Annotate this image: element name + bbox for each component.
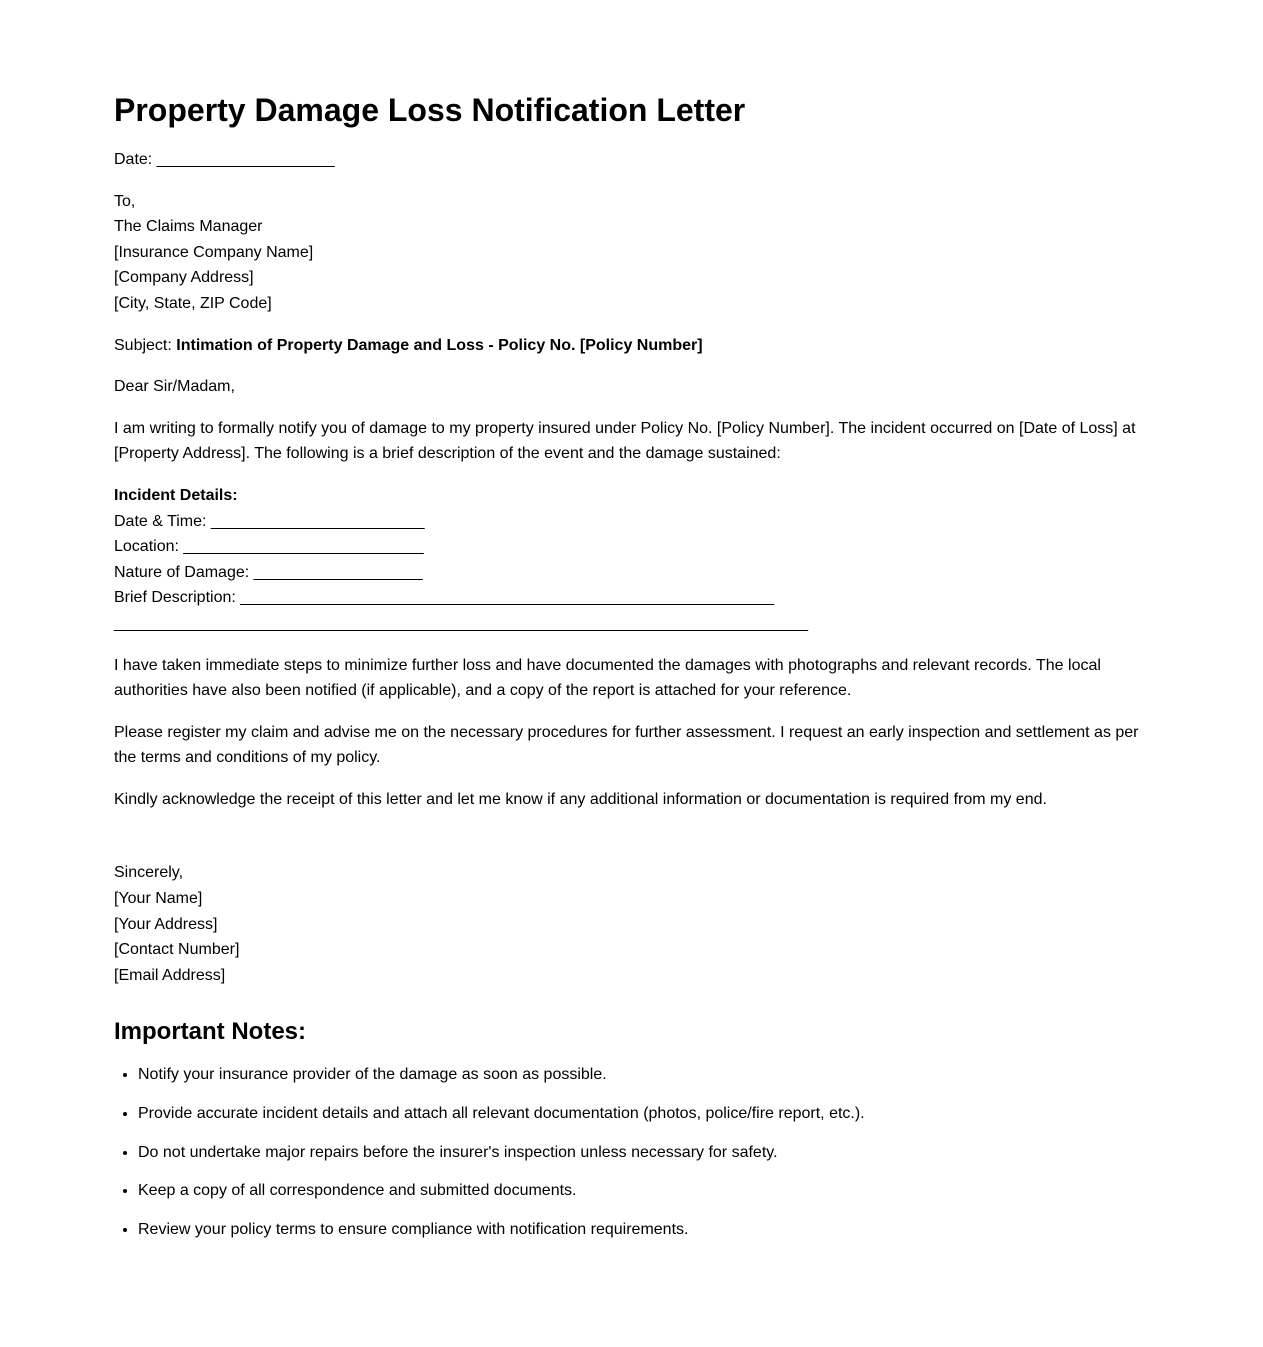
incident-description-continuation: ______________________________________________________________________________ <box>114 614 809 632</box>
recipient-line-1: The Claims Manager <box>114 218 263 236</box>
page-title: Property Damage Loss Notification Letter <box>114 92 746 128</box>
subject-text: Intimation of Property Damage and Loss - Policy No. [Policy Number] <box>176 336 703 354</box>
subject-line <box>114 333 1144 359</box>
recipient-line-2: [Insurance Company Name] <box>114 243 314 261</box>
list-item: • Review your policy terms to ensure compliance with notification requirements. <box>138 1217 1144 1243</box>
recipient-block <box>114 189 1144 317</box>
signature-email: [Email Address] <box>114 966 226 984</box>
date-line: Date: ____________________ <box>114 151 335 168</box>
signature-block <box>114 860 1144 988</box>
steps-paragraph: I have taken immediate steps to minimize further loss and have documented the damages with photographs and relevant records. The local authorities have also been notified (if applicable), and a copy of the report is attached for your reference. <box>114 656 1101 700</box>
signature-spacer <box>114 828 1144 860</box>
acknowledge-paragraph: Kindly acknowledge the receipt of this letter and let me know if any additional information or documentation is required from my end. <box>114 790 1047 808</box>
recipient-line-4: [City, State, ZIP Code] <box>114 294 272 312</box>
list-item: • Do not undertake major repairs before the insurer's inspection unless necessary for safety. <box>138 1140 1144 1166</box>
incident-description: Brief Description: ____________________________________________________________ <box>114 589 775 607</box>
list-item: • Notify your insurance provider of the damage as soon as possible. <box>138 1062 1144 1088</box>
notes-heading: Important Notes: <box>114 1018 306 1046</box>
signature-contact: [Contact Number] <box>114 941 240 959</box>
incident-date-time: Date & Time: ________________________ <box>114 512 425 530</box>
intro-paragraph: I am writing to formally notify you of damage to my property insured under Policy No. [Policy Number]. The incident occurred on [Date of Loss] at [Property Address]. The following is a brief description of the event and the damage sustained: <box>114 419 1136 463</box>
request-paragraph: Please register my claim and advise me on the necessary procedures for further assessment. I request an early inspection and settlement as per the terms and conditions of my policy. <box>114 723 1139 767</box>
list-item: • Keep a copy of all correspondence and submitted documents. <box>138 1178 1144 1204</box>
incident-nature: Nature of Damage: ___________________ <box>114 563 423 581</box>
incident-details <box>114 483 1144 637</box>
salutation: Dear Sir/Madam, <box>114 378 235 396</box>
notes-list <box>114 1062 1144 1242</box>
list-item: • Provide accurate incident details and attach all relevant documentation (photos, police/fire report, etc.). <box>138 1101 1144 1127</box>
signature-closing: Sincerely, <box>114 864 184 882</box>
incident-heading: Incident Details: <box>114 486 238 504</box>
incident-location: Location: ___________________________ <box>114 538 424 556</box>
subject-label: Subject: <box>114 336 177 354</box>
signature-address: [Your Address] <box>114 915 218 933</box>
signature-name: [Your Name] <box>114 890 203 908</box>
recipient-line-3: [Company Address] <box>114 269 254 287</box>
recipient-to: To, <box>114 192 136 210</box>
